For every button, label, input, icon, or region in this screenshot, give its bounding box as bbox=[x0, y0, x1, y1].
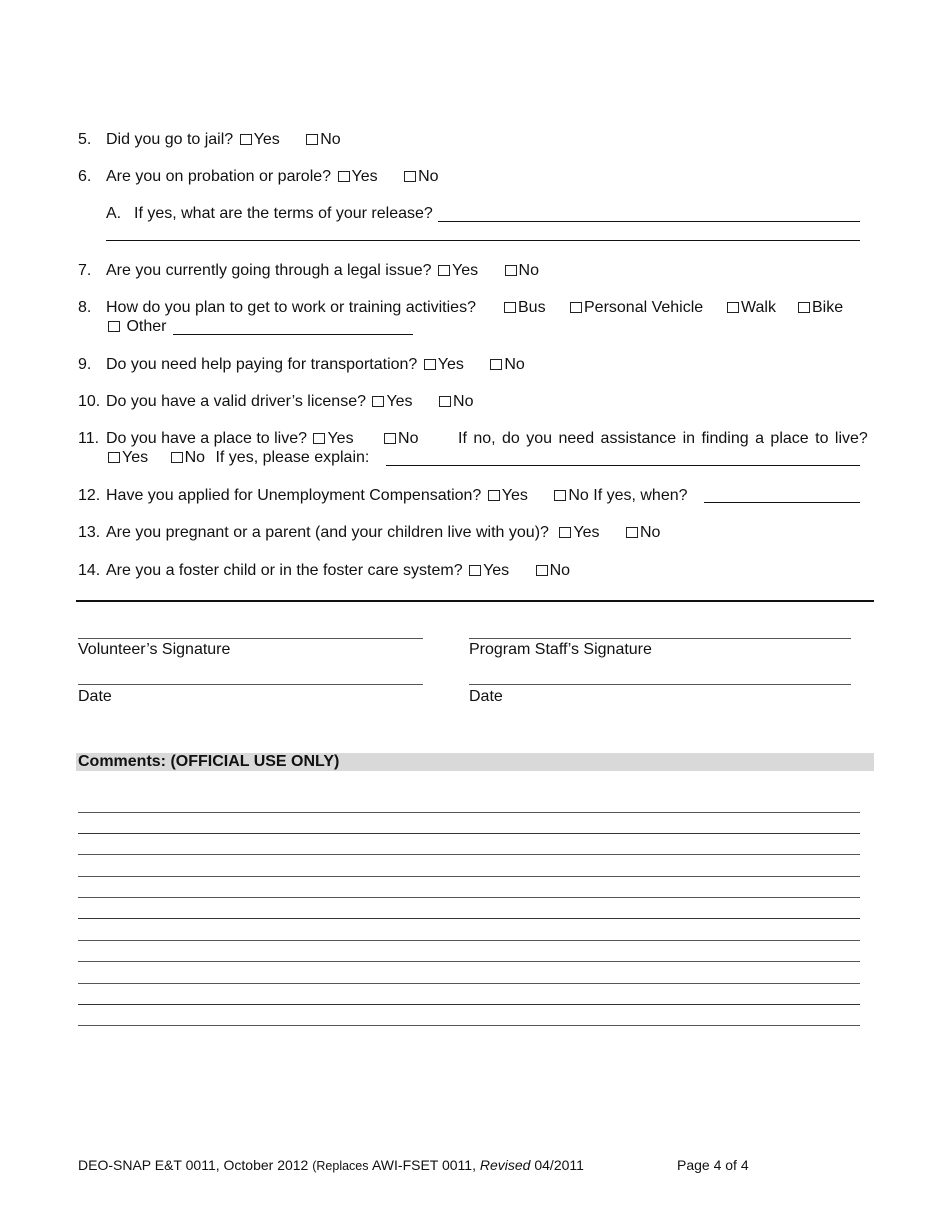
q12-yes-checkbox[interactable] bbox=[488, 490, 500, 501]
q11-followup-no-checkbox[interactable] bbox=[171, 452, 183, 463]
question-14-text: Are you a foster child or in the foster care system? bbox=[106, 562, 463, 579]
q7-yes-checkbox[interactable] bbox=[438, 265, 450, 276]
q11-explain-line[interactable] bbox=[386, 465, 860, 466]
q11-followup: If no, do you need assistance in finding a place to live? bbox=[458, 430, 868, 447]
q6a-answer-line-1[interactable] bbox=[438, 221, 860, 222]
q11-followup-answers: Yes No If yes, please explain: bbox=[106, 449, 369, 467]
q6a-answer-line-2[interactable] bbox=[106, 240, 860, 241]
question-13: 13. Are you pregnant or a parent (and your children live with you)? Yes No bbox=[78, 524, 661, 541]
q14-no-checkbox[interactable] bbox=[536, 565, 548, 576]
q7-no-checkbox[interactable] bbox=[505, 265, 517, 276]
q11-no-checkbox[interactable] bbox=[384, 433, 396, 444]
q6-no-checkbox[interactable] bbox=[404, 171, 416, 182]
q8-other-line[interactable] bbox=[173, 334, 413, 335]
q5-yes-checkbox[interactable] bbox=[240, 134, 252, 145]
form-id: DEO-SNAP E&T 0011, October 2012 bbox=[78, 1157, 313, 1173]
comment-line[interactable] bbox=[78, 1004, 860, 1005]
question-13-text: Are you pregnant or a parent (and your children live with you)? bbox=[106, 524, 549, 541]
question-7-text: Are you currently going through a legal issue? bbox=[106, 262, 432, 279]
q10-yes-checkbox[interactable] bbox=[372, 396, 384, 407]
q12-no-checkbox[interactable] bbox=[554, 490, 566, 501]
q9-yes-checkbox[interactable] bbox=[424, 359, 436, 370]
question-11-text: Do you have a place to live? bbox=[106, 430, 308, 447]
q6-yes-checkbox[interactable] bbox=[338, 171, 350, 182]
q8-bike-option: Bike bbox=[796, 299, 843, 317]
question-6: 6. Are you on probation or parole? Yes No bbox=[78, 168, 439, 185]
question-14: 14. Are you a foster child or in the foster care system? Yes No bbox=[78, 562, 571, 579]
question-6a-text: If yes, what are the terms of your release? bbox=[134, 205, 433, 222]
comment-line[interactable] bbox=[78, 1025, 860, 1026]
staff-date-line[interactable] bbox=[469, 684, 851, 685]
question-10-text: Do you have a valid driver’s license? bbox=[106, 393, 366, 410]
question-11: 11. Do you have a place to live? Yes No bbox=[78, 430, 419, 447]
q13-no-checkbox[interactable] bbox=[626, 527, 638, 538]
q5-no-checkbox[interactable] bbox=[306, 134, 318, 145]
question-9: 9. Do you need help paying for transportation? Yes No bbox=[78, 356, 525, 373]
q8-other-option: Other bbox=[106, 318, 166, 336]
q14-yes-checkbox[interactable] bbox=[469, 565, 481, 576]
comment-line[interactable] bbox=[78, 833, 860, 834]
question-10: 10. Do you have a valid driver’s license? Yes No bbox=[78, 393, 474, 410]
q12-when-line[interactable] bbox=[704, 502, 860, 503]
question-7: 7. Are you currently going through a legal issue? Yes No bbox=[78, 262, 539, 279]
volunteer-date-line[interactable] bbox=[78, 684, 423, 685]
question-8: 8. How do you plan to get to work or training activities? bbox=[78, 299, 476, 316]
comment-line[interactable] bbox=[78, 940, 860, 941]
q8-bus-option: Bus bbox=[502, 299, 546, 317]
q13-yes-checkbox[interactable] bbox=[559, 527, 571, 538]
q8-walk-checkbox[interactable] bbox=[727, 302, 739, 313]
comment-line[interactable] bbox=[78, 918, 860, 919]
question-12-text: Have you applied for Unemployment Compensation? bbox=[106, 487, 482, 504]
q8-bike-checkbox[interactable] bbox=[798, 302, 810, 313]
q8-walk-option: Walk bbox=[725, 299, 776, 317]
comment-line[interactable] bbox=[78, 876, 860, 877]
form-footer: DEO-SNAP E&T 0011, October 2012 (Replaces AWI-FSET 0011, Revised 04/2011 bbox=[78, 1157, 584, 1173]
volunteer-signature-label: Volunteer’s Signature bbox=[78, 641, 231, 658]
staff-signature-label: Program Staff’s Signature bbox=[469, 641, 652, 658]
comment-line[interactable] bbox=[78, 812, 860, 813]
question-6a: A. If yes, what are the terms of your release? bbox=[106, 205, 433, 222]
q8-vehicle-checkbox[interactable] bbox=[570, 302, 582, 313]
volunteer-date-label: Date bbox=[78, 688, 112, 705]
q8-other-checkbox[interactable] bbox=[108, 321, 120, 332]
page-number: Page 4 of 4 bbox=[677, 1157, 749, 1173]
question-9-text: Do you need help paying for transportation? bbox=[106, 356, 418, 373]
question-6-text: Are you on probation or parole? bbox=[106, 168, 332, 185]
staff-date-label: Date bbox=[469, 688, 503, 705]
section-divider bbox=[76, 600, 874, 602]
q11-followup-yes-checkbox[interactable] bbox=[108, 452, 120, 463]
comment-line[interactable] bbox=[78, 983, 860, 984]
q8-bus-checkbox[interactable] bbox=[504, 302, 516, 313]
q10-no-checkbox[interactable] bbox=[439, 396, 451, 407]
comments-header bbox=[76, 753, 874, 771]
question-5: 5. Did you go to jail? Yes No bbox=[78, 131, 341, 148]
volunteer-signature-line[interactable] bbox=[78, 638, 423, 639]
q9-no-checkbox[interactable] bbox=[490, 359, 502, 370]
q11-yes-checkbox[interactable] bbox=[313, 433, 325, 444]
comment-line[interactable] bbox=[78, 854, 860, 855]
q8-vehicle-option: Personal Vehicle bbox=[568, 299, 703, 317]
comment-line[interactable] bbox=[78, 897, 860, 898]
question-12: 12. Have you applied for Unemployment Compensation? Yes No If yes, when? bbox=[78, 487, 688, 504]
staff-signature-line[interactable] bbox=[469, 638, 851, 639]
question-8-text: How do you plan to get to work or training activities? bbox=[106, 299, 476, 316]
comments-heading: Comments: (OFFICIAL USE ONLY) bbox=[78, 753, 340, 770]
comment-line[interactable] bbox=[78, 961, 860, 962]
question-5-text: Did you go to jail? bbox=[106, 131, 234, 148]
